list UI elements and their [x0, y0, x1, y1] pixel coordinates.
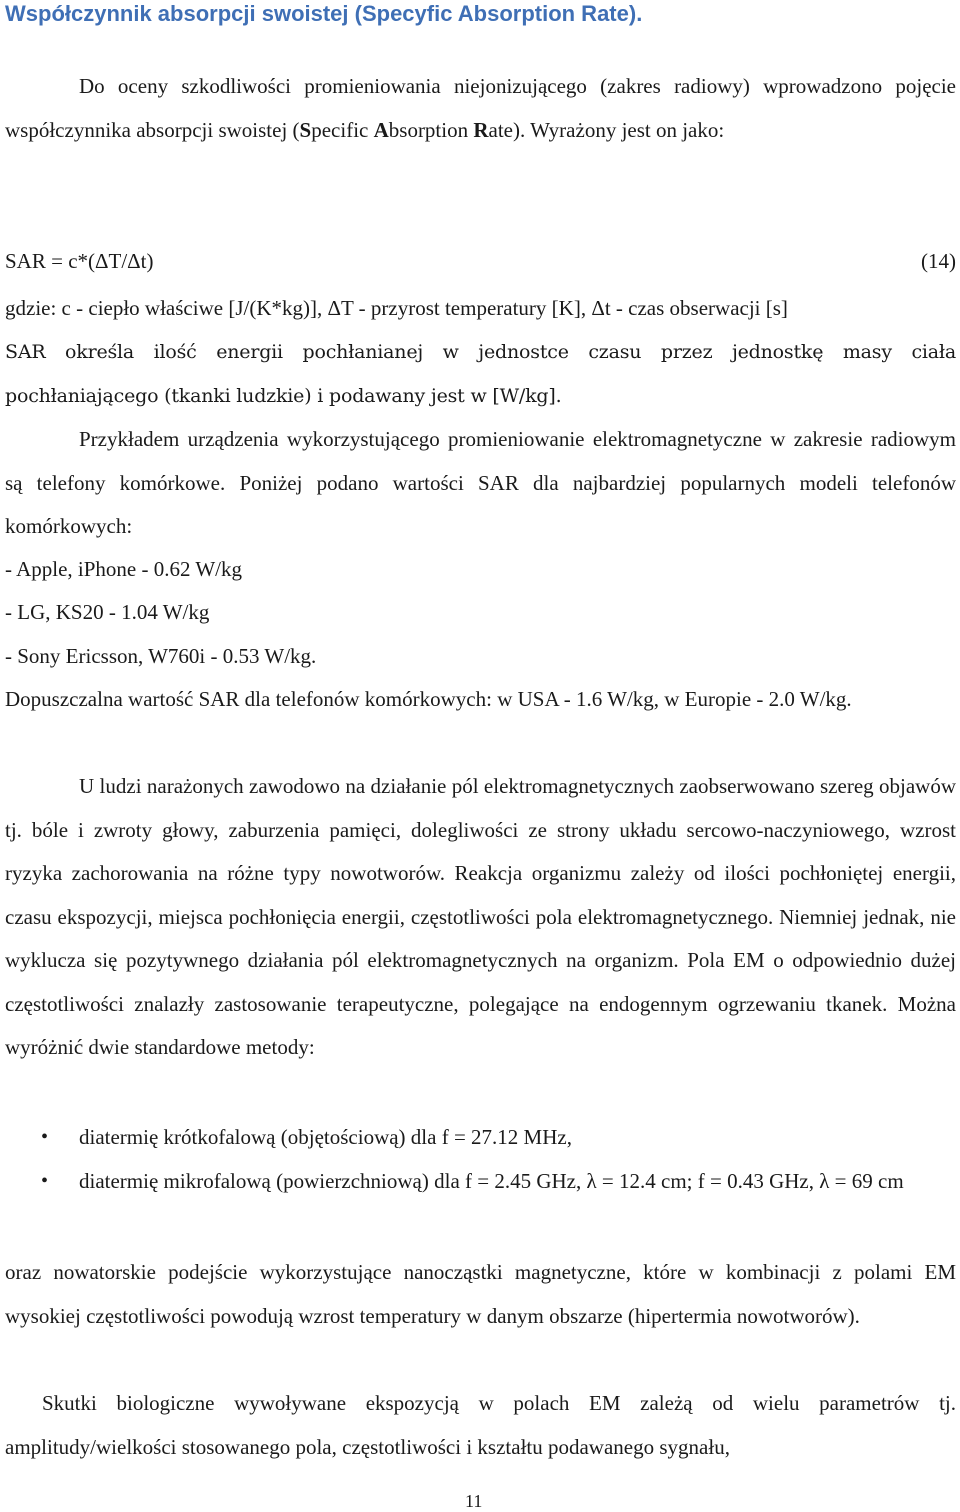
allowed-sar-paragraph: Dopuszczalna wartość SAR dla telefonów komórkowych: w USA - 1.6 W/kg, w Europie - 2.0 W/kg.: [5, 687, 852, 711]
intro-part-2: bsorption: [388, 117, 474, 142]
phone-item: - Apple, iPhone - 0.62 W/kg: [5, 557, 243, 581]
method-list-item: [41, 1114, 956, 1160]
sar-definition: SAR określa ilość energii pochłanianej w jednostce czasu przez jednostkę masy ciała pochłaniającego (tkanki ludzkie) i podawany jest w [W/kg].: [5, 341, 956, 407]
intro-text: Do oceny szkodliwości promieniowania niejonizującego (zakres radiowy) wprowadzono pojęcie współczynnika absorpcji swoistej (: [5, 74, 956, 142]
equation-line: [5, 240, 956, 284]
bullet-icon: •: [41, 1170, 49, 1192]
method-text: diatermię mikrofalową (powierzchniową) dla f = 2.45 GHz, λ = 12.4 cm; f = 0.43 GHz, λ = 69 cm: [79, 1169, 904, 1193]
phone-item: - Sony Ericsson, W760i - 0.53 W/kg.: [5, 644, 317, 668]
intro-part-1: pecific: [311, 117, 374, 142]
page-number: 11: [465, 1491, 483, 1511]
bold-letter-s: S: [299, 117, 312, 142]
bold-letter-r: R: [473, 117, 489, 142]
method-text: diatermię krótkofalową (objętościową) dla f = 27.12 MHz,: [79, 1125, 572, 1149]
novel-approach-paragraph: oraz nowatorskie podejście wykorzystujące nanocząstki magnetyczne, które w kombinacji z polami EM wysokiej częstotliwości powodują wzrost temperatury w danym obszarze (hipertermia nowotworów).: [5, 1260, 956, 1328]
where-line: gdzie: c - ciepło właściwe [J/(K*kg)], ΔT - przyrost temperatury [K], Δt - czas obserwacji [s]: [5, 296, 788, 320]
phone-item: - LG, KS20 - 1.04 W/kg: [5, 600, 210, 624]
equation-number: (14): [921, 249, 956, 273]
biological-effects-paragraph: Skutki biologiczne wywoływane ekspozycją w polach EM zależą od wielu parametrów tj. amplitudy/wielkości stosowanego pola, częstotliwości i kształtu podawanego sygnału,: [5, 1391, 956, 1459]
section-heading: Współczynnik absorpcji swoistej (Specyfic Absorption Rate).: [5, 1, 643, 26]
intro-paragraph: [5, 65, 956, 152]
effects-paragraph: U ludzi narażonych zawodowo na działanie pól elektromagnetycznych zaobserwowano szereg objawów tj. bóle i zwroty głowy, zaburzenia pamięci, dolegliwości ze strony układu sercowo-naczyniowego, wzrost ryzyka zachorowania na różne typy nowotworów. Reakcja organizmu zależy od ilości pochłoniętej energii, czasu ekspozycji, miejsca pochłonięcia energii, częstotliwości pola elektromagnetycznego. Niemniej jednak, nie wyklucza się pozytywnego działania pól elektromagnetycznych na organizm. Pola EM o odpowiednio dużej częstotliwości znalazły zastosowanie terapeutyczne, polegające na endogennym ogrzewaniu tkanek. Można wyróżnić dwie standardowe metody:: [5, 774, 956, 1059]
bold-letter-a: A: [373, 117, 389, 142]
method-list-item: [41, 1158, 956, 1204]
bullet-icon: •: [41, 1126, 49, 1148]
equation-formula: SAR = c*(ΔT/Δt): [5, 249, 154, 273]
intro-part-3: ate). Wyrażony jest on jako:: [488, 117, 725, 142]
example-paragraph: Przykładem urządzenia wykorzystującego promieniowanie elektromagnetyczne w zakresie radiowym są telefony komórkowe. Poniżej podano wartości SAR dla najbardziej popularnych modeli telefonów komórkowych:: [5, 427, 956, 538]
